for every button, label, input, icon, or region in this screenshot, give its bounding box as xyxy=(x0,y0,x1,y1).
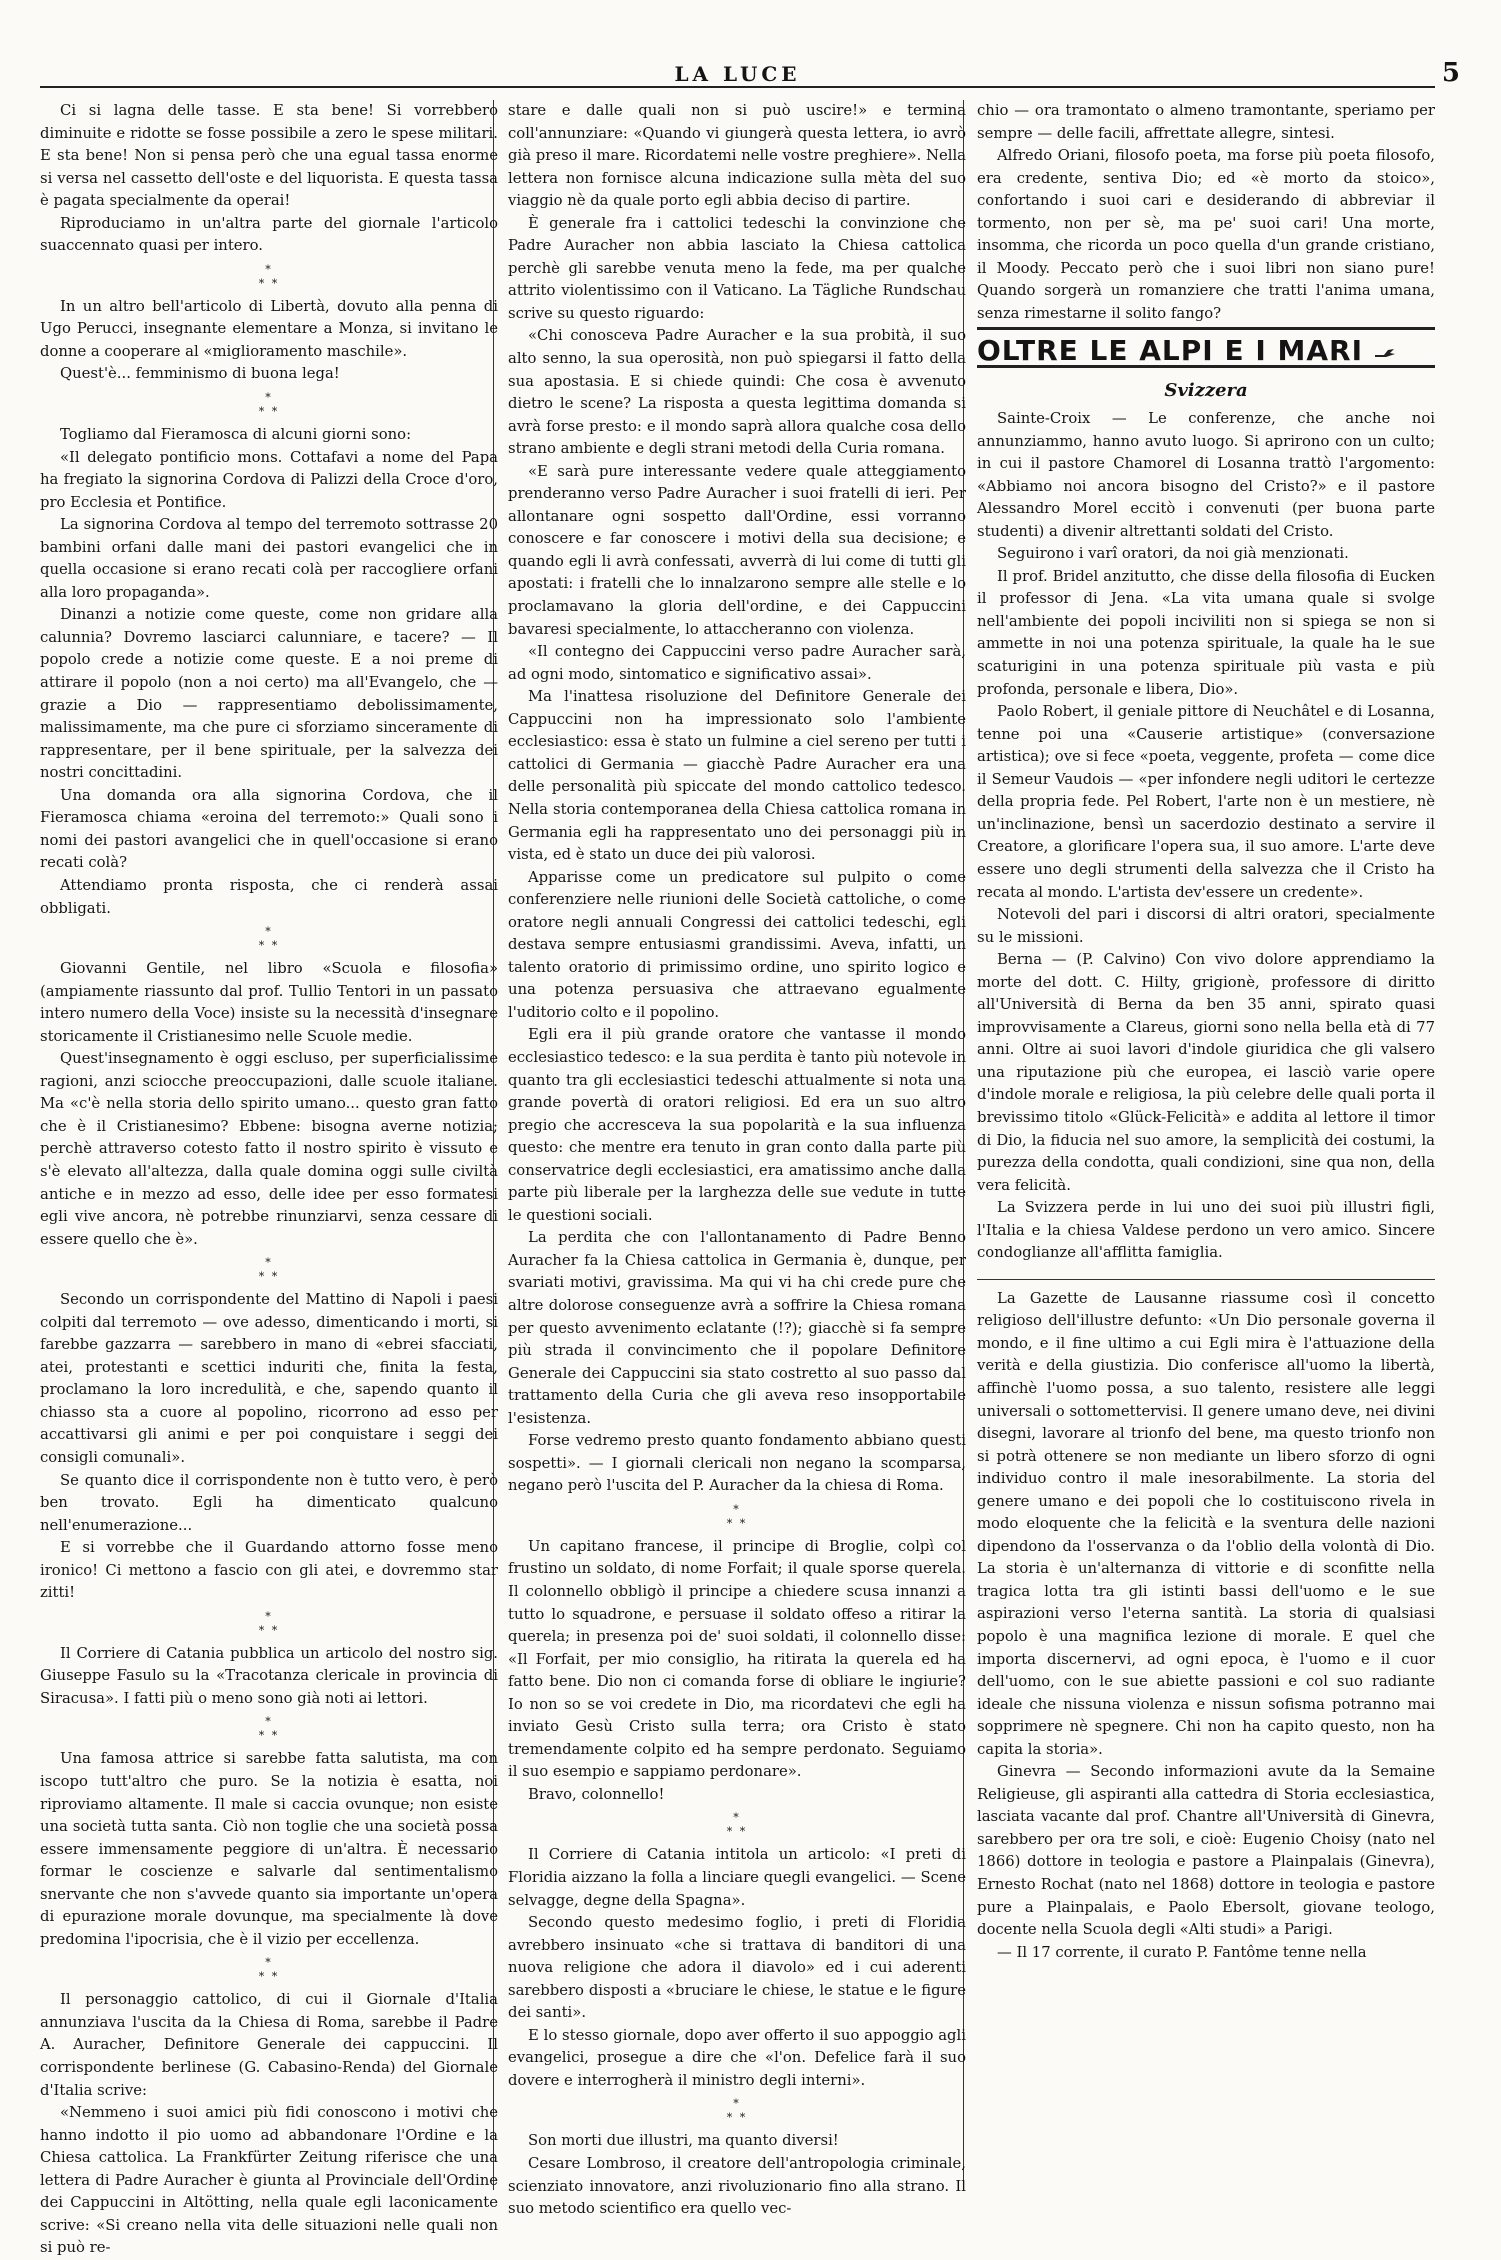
article-paragraph: Ci si lagna delle tasse. E sta bene! Si vorrebbero diminuite e ridotte se fosse possibile a zero le spese militari. E sta bene! Non si pensa però che una egual tassa enorme si versa nel cassetto dell'oste e del liquorista. E questa tassa è pagata specialmente da operai! xyxy=(40,102,498,210)
article-paragraph: stare e dalle quali non si può uscire!» e termina coll'annunziare: «Quando vi giungerà questa lettera, io avrò già preso il mare. Ricordatemi nelle vostre preghiere». Nella lettera non fornisce alcuna indicazione sulla mèta del suo viaggio nè da quale porto egli abbia deciso di partire. xyxy=(508,102,966,210)
article-paragraph: Attendiamo pronta risposta, che ci renderà assai obbligati. xyxy=(40,876,498,917)
article-paragraph: E si vorrebbe che il Guardando attorno fosse meno ironico! Ci mettono a fascio con gli atei, e dovremmo star zitti! xyxy=(40,1539,498,1602)
article-paragraph: Un capitano francese, il principe di Broglie, colpì col frustino un soldato, di nome Forfait; il quale sporse querela. Il colonnello obbligò il principe a chiedere scusa innanzi a tutto lo squadrone, e persuase il soldato offeso a ritirar la querela; in presenza poi de' suoi soldati, il colonnello disse: «Il Forfait, per mio consiglio, ha ritirata la querela ed ha fatto bene. Dio non ci comanda forse di obliare le ingiurie? Io non so se voi credete in Dio, ma ricordatevi che egli ha inviato Gesù Cristo sulla terra; ora Cristo è stato tremendamente colpito ed ha sempre perdonato. Seguiamo il suo esempio e sappiamo perdonare». xyxy=(508,1537,966,1781)
article-paragraph: Apparisse come un predicatore sul pulpito o come conferenziere nelle riunioni delle Società cattoliche, o come oratore negli annuali Congressi dei cattolici tedeschi, egli destava sempre entusiasmi grandissimi. Aveva, infatti, un talento oratorio di primissimo ordine, uno spirito logico e una potenza persuasiva che attraevano egualmente l'uditorio colto e il popolino. xyxy=(508,868,966,1021)
section-separator-asterisks: * * * xyxy=(726,2097,748,2125)
section-subheading: Svizzera xyxy=(1164,380,1248,402)
article-paragraph: chio — ora tramontato o almeno tramontante, speriamo per sempre — delle facili, affrettate allegre, sintesi. xyxy=(977,102,1435,142)
article-paragraph: In un altro bell'articolo di Libertà, dovuto alla penna di Ugo Perucci, insegnante elementare a Monza, si invitano le donne a cooperare al «miglioramento maschile». xyxy=(40,297,498,360)
article-paragraph: Berna — (P. Calvino) Con vivo dolore apprendiamo la morte del dott. C. Hilty, grigionè, professore di diritto all'Università di Berna da ben 35 anni, spirato quasi improvvisamente a Clareus, giorni sono nella bella età di 77 anni. Oltre ai suoi lavori d'indole giuridica che gli valsero una riputazione più che europea, ei lasciò varie opere d'indole morale e religiosa, la più celebre delle quali porta il brevissimo titolo «Glück-Felicità» e addita al lettore il timor di Dio, la fiducia nel suo amore, la semplicità dei costumi, la purezza della condotta, quali condizioni, sine qua non, della vera felicità. xyxy=(977,951,1435,1194)
column-3-bottom xyxy=(977,408,1435,1964)
article-paragraph: Se quanto dice il corrispondente non è tutto vero, è però ben trovato. Egli ha dimenticato qualcuno nell'enumerazione... xyxy=(40,1471,498,1534)
section-separator-asterisks: * * * xyxy=(258,1956,280,1984)
section-separator-asterisks: * * * xyxy=(726,1811,748,1839)
article-paragraph: Egli era il più grande oratore che vantasse il mondo ecclesiastico tedesco: e la sua perdita è tanto più notevole in quanto tra gli ecclesiastici tedeschi attualmente si nota una grande povertà di oratori religiosi. Ed era un suo altro pregio che accresceva la sua popolarità e la sua influenza questo: che mentre era tenuto in gran conto dalla parte più conservatrice degli ecclesiastici, era amatissimo anche dalla parte più liberale per la larghezza delle sue vedute in tutte le questioni sociali. xyxy=(508,1026,966,1224)
column-3-top xyxy=(977,100,1435,325)
article-paragraph: Una domanda ora alla signorina Cordova, che il Fieramosca chiama «eroina del terremoto:» Quali sono i nomi dei pastori avangelici che in quell'occasione si erano recati colà? xyxy=(40,786,498,872)
article-paragraph: Il personaggio cattolico, di cui il Giornale d'Italia annunziava l'uscita da la Chiesa di Roma, sarebbe il Padre A. Auracher, Definitore Generale dei cappuccini. Il corrispondente berlinese (G. Cabasino-Renda) del Giornale d'Italia scrive: xyxy=(40,1991,498,2099)
article-paragraph: Sainte-Croix — Le conferenze, che anche noi annunziammo, hanno avuto luogo. Si aprirono con un culto; in cui il pastore Chamorel di Losanna trattò l'argomento: «Abbiamo noi ancora bisogno del Cristo?» e il pastore Alessandro Morel eccitò i convenuti (per buona parte studenti) a divenir altrettanti soldati del Cristo. xyxy=(977,410,1435,540)
article-paragraph: «Chi conosceva Padre Auracher e la sua probità, il suo alto senno, la sua operosità, non può spiegarsi il fatto della sua apostasia. E si chiede quindi: Che cosa è avvenuto dietro le scene? La risposta a questa legittima domanda si avrà forse presto: e il mondo saprà allora qualche cosa dello strano ambiente e degli strani metodi della Curia romana. xyxy=(508,327,966,458)
article-paragraph: Seguirono i varî oratori, da noi già menzionati. xyxy=(997,545,1349,563)
article-paragraph: Dinanzi a notizie come queste, come non gridare alla calunnia? Dovremo lasciarci calunniare, e tacere? — Il popolo crede a notizie come queste. E a noi preme di attirare il popolo (non a noi certo) ma all'Evangelo, che — grazie a Dio — rappresentiamo debolissimamente, malissimamente, ma che pure ci sforziamo sinceramente di rappresentare, per il bene spirituale, per la salvezza dei nostri concittadini. xyxy=(40,606,498,782)
article-paragraph: Riproduciamo in un'altra parte del giornale l'articolo suaccennato quasi per intero. xyxy=(40,214,498,255)
article-paragraph: Il Corriere di Catania intitola un articolo: «I preti di Floridia aizzano la folla a linciare quegli evangelici. — Scene selvagge, degne della Spagna». xyxy=(508,1846,966,1909)
article-paragraph: Quest'è... femminismo di buona lega! xyxy=(60,365,340,383)
article-paragraph: Quest'insegnamento è oggi escluso, per superficialissime ragioni, anzi sciocche preoccupazioni, dalle scuole italiane. Ma «c'è nella storia dello spirito umano... questo gran fatto che è il Cristianesimo? Ebbene: bisogna averne notizia; perchè attraverso cotesto fatto il nostro spirito è vissuto e s'è elevato all'altezza, dalla quale domina oggi sulle civiltà antiche e in mezzo ad esso, delle idee per esso formatesi egli vive ancora, nè potrebbe rinunziarvi, senza cessare di essere quello che è». xyxy=(40,1050,498,1248)
article-paragraph: La Gazette de Lausanne riassume così il concetto religioso dell'illustre defunto: «Un Dio personale governa il mondo, e il fine ultimo a cui Egli mira è l'attuazione della verità e della giustizia. Dio conferisce all'uomo la libertà, affinchè l'uomo possa, a suo talento, resistere alle leggi universali o sottomettervisi. Il genere umano deve, nei divini disegni, lavorare al trionfo del bene, ma questo trionfo non si potrà ottenere se non mediante un libero sforzo di ogni individuo contro il male inesorabilmente. La storia del genere umano e dei popoli che lo costituiscono rivela in modo eloquente che la felicità e la sventura delle nazioni dipendono da l'osservanza o da l'oblio della volontà di Dio. La storia è un'alternanza di vittorie e di sconfitte nella tragica lotta tra gli istinti bassi dell'uomo e le sue aspirazioni verso l'eterna santità. La storia di qualsiasi popolo è una magnifica lezione di morale. E quel che importa discernervi, ad ogni epoca, è l'uomo e il cuor dell'uomo, con le sue abiette passioni e col suo radiante ideale che nissuna violenza e nissun sofisma potranno mai sopprimere nè spegnere. Chi non ha capito questo, non ha capita la storia». xyxy=(977,1289,1435,1758)
short-divider xyxy=(977,1279,1435,1280)
page-header xyxy=(40,58,1460,88)
article-paragraph: Giovanni Gentile, nel libro «Scuola e filosofia» (ampiamente riassunto dal prof. Tullio Tentori in un passato intero numero della Voce) insiste su la necessità d'insegnare storicamente il Cristianesimo nelle Scuole medie. xyxy=(40,960,498,1045)
section-separator-asterisks: * * * xyxy=(258,1256,280,1284)
article-paragraph: Son morti due illustri, ma quanto diversi! xyxy=(528,2132,839,2150)
article-paragraph: Forse vedremo presto quanto fondamento abbiano questi sospetti». — I giornali clericali non negano la scomparsa, negano però l'uscita del P. Auracher da la chiesa di Roma. xyxy=(508,1432,966,1495)
column-3 xyxy=(977,100,1435,2190)
article-paragraph: Alfredo Oriani, filosofo poeta, ma forse più poeta filosofo, era credente, sentiva Dio; ed «è morto da stoico», confortando i suoi cari e desiderando di abbreviar il tormento, non per sè, ma pe' suoi cari! Una morte, insomma, che ricorda un poco quella d'un grande cristiano, il Moody. Peccato però che i suoi libri non siano pure! Quando sorgerà un romanziere che tratti l'anima umana, senza rimestarne il solito fango? xyxy=(977,147,1435,322)
article-paragraph: È generale fra i cattolici tedeschi la convinzione che Padre Auracher non abbia lasciato la Chiesa cattolica perchè gli sarebbe venuta meno la fede, ma per qualche attrito violentissimo con il Vaticano. La Tägliche Rundschau scrive su questo riguardo: xyxy=(508,214,966,322)
section-separator-asterisks: * * * xyxy=(258,925,280,953)
section-separator-asterisks: * * * xyxy=(258,1609,280,1637)
article-paragraph: Notevoli del pari i discorsi di altri oratori, specialmente su le missioni. xyxy=(977,906,1435,946)
article-paragraph: Ginevra — Secondo informazioni avute da la Semaine Religieuse, gli aspiranti alla cattedra di Storia ecclesiastica, lasciata vacante dal prof. Chantre all'Università di Ginevra, sarebbero per ora tre soli, e cioè: Eugenio Choisy (nato nel 1866) dottore in teologia e pastore a Plainpalais (Ginevra), Ernesto Rochat (nato nel 1868) dottore in teologia e pastore pure a Plainpalais, e Paolo Ebersolt, giovane teologo, docente nella Scuola degli «Alti studi» a Parigi. xyxy=(977,1763,1435,1939)
article-paragraph: Ma l'inattesa risoluzione del Definitore Generale dei Cappuccini non ha impressionato solo l'ambiente ecclesiastico: essa è stato un fulmine a ciel sereno per tutti i cattolici di Germania — giacchè Padre Auracher era una delle personalità più spiccate del mondo cattolico tedesco. Nella storia contemporanea della Chiesa cattolica romana in Germania egli ha rappresentato uno dei personaggi più in vista, ed è stato un duce dei più valorosi. xyxy=(508,688,966,864)
article-paragraph: Secondo questo medesimo foglio, i preti di Floridia avrebbero insinuato «che si trattava di banditori di una nuova religione che adora il diavolo» ed i cui aderenti sarebbero disposti a «bruciare le chiese, le statue e le figure dei santi». xyxy=(508,1914,966,2022)
article-paragraph: Cesare Lombroso, il creatore dell'antropologia criminale, scienziato innovatore, anzi rivoluzionario fino alla strano. Il suo metodo scientifico era quello vec- xyxy=(508,2155,966,2218)
section-title-text: OLTRE LE ALPI E I MARI xyxy=(977,334,1364,368)
column-2 xyxy=(508,100,966,2218)
article-paragraph: «Il contegno dei Cappuccini verso padre Auracher sarà, ad ogni modo, sintomatico e significativo assai». xyxy=(508,643,966,683)
section-heading xyxy=(977,334,1435,368)
section-top-rule xyxy=(977,327,1435,330)
article-paragraph: «E sarà pure interessante vedere quale atteggiamento prenderanno verso Padre Auracher i suoi fratelli di ieri. Per allontanare ogni sospetto dall'Ordine, essi vorranno conoscere e far conoscere i motivi della sua decisione; e quando egli li avrà confessati, avverrà di lui come di tutti gli apostati: i fratelli che lo innalzarono sempre alle stelle e lo proclamavano la gloria dell'ordine, e dei Cappuccini bavaresi specialmente, lo attaccheranno con violenza. xyxy=(508,462,966,638)
article-paragraph: La perdita che con l'allontanamento di Padre Benno Auracher fa la Chiesa cattolica in Germania è, dunque, per svariati motivi, gravissima. Ma qui vi ha chi crede pure che altre dolorose conseguenze avrà a soffrire la Chiesa romana per questo avvenimento eclatante (!?); giacchè si fa sempre più strada il convincimento che il popolare Definitore Generale dei Cappuccini sia stato costretto al suo passo dal trattamento della Curia che gli aveva reso insopportabile l'esistenza. xyxy=(508,1229,966,1427)
page-number: 5 xyxy=(1441,58,1460,88)
section-separator-asterisks: * * * xyxy=(258,391,280,419)
hand-ornament-icon xyxy=(1374,345,1396,359)
article-paragraph: «Nemmeno i suoi amici più fidi conoscono i motivi che hanno indotto il pio uomo ad abbandonare l'Ordine e la Chiesa cattolica. La Frankfürter Zeitung riferisce che una lettera di Padre Auracher è giunta al Provinciale dell'Ordine dei Cappuccini in Altötting, nella quale egli laconicamente scrive: «Si creano nella vita delle situazioni nelle quali non si può re- xyxy=(40,2104,498,2257)
article-paragraph: Togliamo dal Fieramosca di alcuni giorni sono: xyxy=(60,426,412,444)
article-paragraph: Secondo un corrispondente del Mattino di Napoli i paesi colpiti dal terremoto — ove adesso, dimenticando i morti, si farebbe gazzarra — sarebbero in mano di «ebrei sfacciati, atei, protestanti e scettici induriti che, finita la festa, proclamano la loro incredulità, e che, sapendo quanto il chiasso sta a cuore al popolino, ricorrono ad esso per accattivarsi gli animi e per poi conquistare i seggi dei consigli comunali». xyxy=(40,1291,498,1466)
article-paragraph: Una famosa attrice si sarebbe fatta salutista, ma con iscopo tutt'altro che puro. Se la notizia è esatta, noi riproviamo altamente. Il male si caccia ovunque; non esiste una società tutta santa. Ciò non toglie che una società possa essere immensamente peggiore di un'altra. È necessario formar le coscienze e salvarle dal sentimentalismo snervante che non s'avvede quanto sia importante un'opera di epurazione morale dovunque, ma specialmente là dove predomina l'ipocrisia, che è il vizio per eccellenza. xyxy=(40,1750,498,1948)
section-separator-asterisks: * * * xyxy=(258,262,280,290)
article-paragraph: La Svizzera perde in lui uno dei suoi più illustri figli, l'Italia e la chiesa Valdese perdono un vero amico. Sincere condoglianze all'afflitta famiglia. xyxy=(977,1199,1435,1262)
article-paragraph: La signorina Cordova al tempo del terremoto sottrasse 20 bambini orfani dalle mani dei pastori evangelici che in quella occasione si erano recati colà per raccogliere orfani alla loro propaganda». xyxy=(40,516,498,601)
article-paragraph: Paolo Robert, il geniale pittore di Neuchâtel e di Losanna, tenne poi una «Causerie artistique» (conversazione artistica); ove si fece «poeta, veggente, profeta — come dice il Semeur Vaudois — «per infondere negli uditori le certezze della propria fede. Pel Robert, l'arte non è un mestiere, nè un'inclinazione, bensì un sacerdozio destinato a servire il Creatore, a glorificare l'opera sua, il suo amore. L'arte deve essere uno degli strumenti della salvezza che il Cristo ha recata al mondo. L'artista dev'essere un credente». xyxy=(977,703,1435,901)
article-paragraph: E lo stesso giornale, dopo aver offerto il suo appoggio agli evangelici, prosegue a dire che «l'on. Defelice farà il suo dovere e interrogherà il ministro degli interni». xyxy=(508,2026,966,2089)
article-paragraph: Il Corriere di Catania pubblica un articolo del nostro sig. Giuseppe Fasulo su la «Tracotanza clericale in provincia di Siracusa». I fatti più o meno sono già noti ai lettori. xyxy=(40,1644,498,1707)
article-paragraph: — Il 17 corrente, il curato P. Fantôme tenne nella xyxy=(997,1943,1367,1961)
article-paragraph: Bravo, colonnello! xyxy=(528,1785,665,1803)
article-paragraph: Il prof. Bridel anzitutto, che disse della filosofia di Eucken il professor di Jena. «La vita umana quale si svolge nell'ambiente dei popoli inciviliti non si spiega se non si ammette in noi una potenza spirituale, la quale ha le sue scaturigini in una potenza spirituale più vasta e più profonda, personale e libera, Dio». xyxy=(977,567,1435,698)
column-1 xyxy=(40,100,498,2257)
article-paragraph: «Il delegato pontificio mons. Cottafavi a nome del Papa ha fregiato la signorina Cordova di Palizzi della Croce d'oro, pro Ecclesia et Pontifice. xyxy=(40,448,498,511)
section-separator-asterisks: * * * xyxy=(258,1715,280,1743)
section-separator-asterisks: * * * xyxy=(726,1502,748,1530)
masthead-title: LA LUCE xyxy=(674,62,801,86)
